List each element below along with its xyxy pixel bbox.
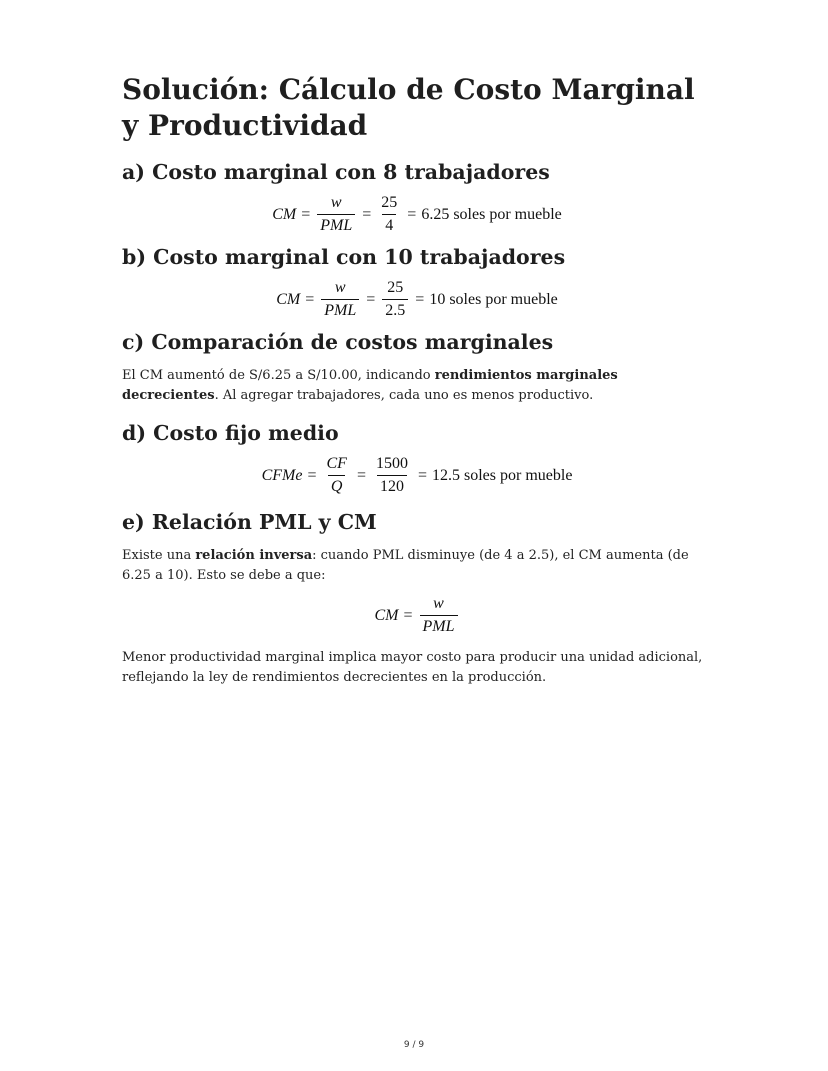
section-e-text-post: : cuando PML disminuye (de 4 a 2.5), el CM aumenta (de 6.25 a 10). Esto se debe a que: (122, 548, 689, 583)
eq-d-f1-numerator: CF (326, 455, 347, 472)
section-e-heading: e) Relación PML y CM (122, 510, 377, 534)
equals-sign: = (366, 290, 376, 308)
eq-d-unit: soles por mueble (464, 466, 573, 484)
section-c-paragraph (122, 366, 712, 405)
eq-a-f2-numerator: 25 (381, 194, 398, 211)
equals-sign: = (356, 466, 366, 484)
equals-sign: = (362, 205, 372, 223)
eq-b-unit: soles por mueble (449, 290, 558, 308)
section-d-heading: d) Costo fijo medio (122, 421, 339, 445)
section-c-text-post: . Al agregar trabajadores, cada uno es menos productivo. (214, 387, 594, 403)
eq-b-f2-numerator: 25 (387, 279, 404, 296)
eq-e-fraction-1 (420, 595, 458, 636)
eq-d-fraction-2 (373, 455, 411, 496)
eq-b-f1-denominator: PML (321, 299, 359, 320)
eq-d-f2-numerator: 1500 (375, 455, 408, 472)
equals-sign: = (417, 466, 427, 484)
eq-d-f1-denominator: Q (328, 475, 346, 496)
eq-e-f1-denominator: PML (420, 615, 458, 636)
eq-b-fraction-1 (321, 279, 359, 320)
equals-sign: = (415, 290, 425, 308)
eq-b-result: 10 (429, 290, 446, 308)
eq-a-unit: soles por mueble (453, 205, 562, 223)
eq-a-f1-numerator: w (330, 194, 342, 211)
section-a-heading: a) Costo marginal con 8 trabajadores (122, 160, 550, 184)
equation-a (122, 194, 712, 235)
eq-b-f1-numerator: w (334, 279, 346, 296)
eq-a-f1-denominator: PML (317, 214, 355, 235)
equals-sign: = (403, 606, 413, 624)
equals-sign: = (307, 466, 317, 484)
section-e-text-pre: Existe una (122, 548, 196, 563)
section-b-heading: b) Costo marginal con 10 trabajadores (122, 245, 566, 269)
section-c-text-bold: rendimientos marginales decrecientes (122, 368, 618, 403)
eq-e-lhs: CM (374, 606, 399, 624)
eq-b-lhs: CM (276, 290, 301, 308)
eq-a-result: 6.25 (421, 205, 450, 223)
equals-sign: = (305, 290, 315, 308)
equation-e (122, 595, 712, 636)
eq-a-f2-denominator: 4 (382, 214, 396, 235)
eq-b-f2-denominator: 2.5 (382, 299, 408, 320)
section-c-heading: c) Comparación de costos marginales (122, 330, 554, 354)
page-number: 9 / 9 (403, 1040, 425, 1050)
eq-b-fraction-2 (382, 279, 408, 320)
section-c-text-pre: El CM aumentó de S/6.25 a S/10.00, indicando (122, 368, 435, 383)
section-e-text-bold: relación inversa (195, 548, 313, 563)
eq-a-lhs: CM (272, 205, 297, 223)
section-e-conclusion: Menor productividad marginal implica mayor costo para producir una unidad adicional, reflejando la ley de rendimientos decrecientes en la producción. (122, 650, 703, 685)
equation-b (122, 279, 712, 320)
eq-e-f1-numerator: w (433, 595, 444, 612)
eq-d-f2-denominator: 120 (377, 475, 407, 496)
eq-d-result: 12.5 (432, 466, 460, 484)
eq-d-fraction-1 (323, 455, 349, 496)
eq-a-fraction-2 (378, 194, 400, 235)
eq-a-fraction-1 (317, 194, 355, 235)
equals-sign: = (301, 205, 311, 223)
section-e-paragraph (122, 546, 712, 585)
page-title: Solución: Cálculo de Costo Marginal y Productividad (122, 73, 695, 142)
document-page (122, 72, 712, 687)
equals-sign: = (407, 205, 417, 223)
equation-d (122, 455, 712, 496)
eq-d-lhs: CFMe (261, 466, 303, 484)
